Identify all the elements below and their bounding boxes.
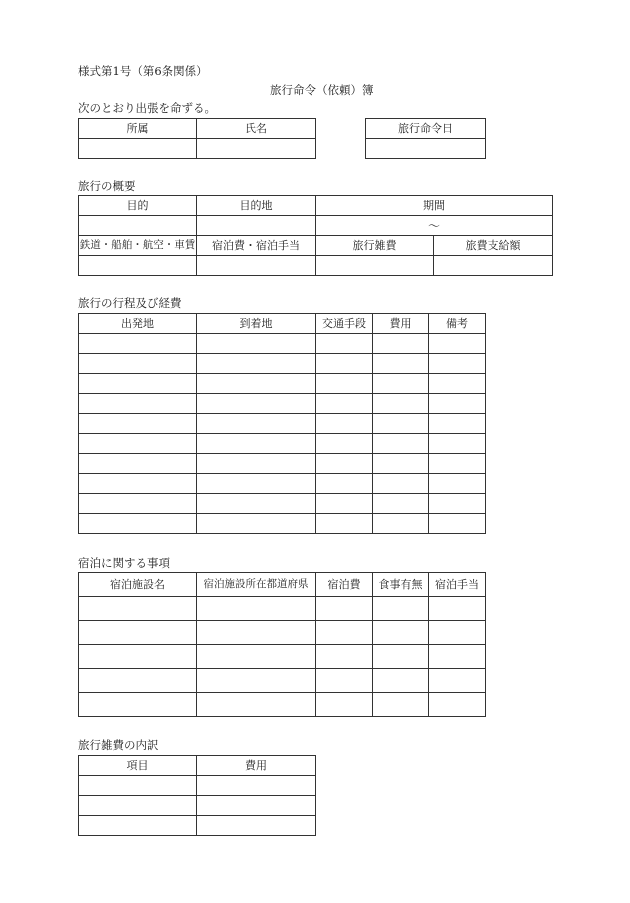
document-title: 旅行命令（依頼）簿 (270, 83, 374, 97)
lodging-cell[interactable] (429, 669, 486, 693)
itinerary-cell[interactable] (373, 454, 429, 474)
lodging-cell[interactable] (373, 597, 429, 621)
itinerary-cell[interactable] (197, 374, 316, 394)
order-table (78, 118, 316, 159)
itinerary-cell[interactable] (429, 454, 486, 474)
itinerary-cell[interactable] (429, 474, 486, 494)
itinerary-row (79, 454, 486, 474)
header-arrival: 到着地 (197, 314, 316, 334)
header-affiliation: 所属 (79, 119, 197, 139)
lodging-cell[interactable] (197, 693, 316, 717)
header-misc-expenses: 旅行雑費 (316, 236, 434, 256)
itinerary-cell[interactable] (429, 494, 486, 514)
itinerary-cell[interactable] (316, 434, 373, 454)
lodging-cell[interactable] (429, 693, 486, 717)
lodging-fee-field[interactable] (197, 256, 316, 276)
lodging-cell[interactable] (316, 597, 373, 621)
lodging-row (79, 621, 486, 645)
order-date-table (365, 118, 486, 159)
itinerary-cell[interactable] (373, 414, 429, 434)
itinerary-row (79, 494, 486, 514)
lodging-cell[interactable] (197, 597, 316, 621)
total-amount-field[interactable] (434, 256, 553, 276)
header-total-amount: 旅費支給額 (434, 236, 553, 256)
lodging-cell[interactable] (373, 621, 429, 645)
misc-expenses-cell[interactable] (197, 796, 316, 816)
itinerary-cell[interactable] (197, 334, 316, 354)
itinerary-cell[interactable] (373, 334, 429, 354)
misc-expenses-cell[interactable] (79, 796, 197, 816)
header-lodging-allowance: 宿泊手当 (429, 573, 486, 597)
itinerary-cell[interactable] (373, 514, 429, 534)
itinerary-cell[interactable] (373, 434, 429, 454)
itinerary-cell[interactable] (373, 374, 429, 394)
lodging-cell[interactable] (373, 693, 429, 717)
intro-text: 次のとおり出張を命ずる。 (78, 101, 216, 115)
itinerary-cell[interactable] (197, 474, 316, 494)
header-destination: 目的地 (197, 196, 316, 216)
lodging-cell[interactable] (316, 693, 373, 717)
itinerary-cell[interactable] (429, 334, 486, 354)
itinerary-cell[interactable] (429, 374, 486, 394)
itinerary-cell[interactable] (197, 354, 316, 374)
itinerary-cell[interactable] (197, 394, 316, 414)
lodging-cell[interactable] (316, 621, 373, 645)
header-transport-fare: 鉄道・船舶・航空・車賃 (79, 236, 197, 256)
lodging-cell[interactable] (316, 669, 373, 693)
itinerary-cell[interactable] (79, 334, 197, 354)
misc-expenses-cell[interactable] (79, 776, 197, 796)
header-item: 項目 (79, 756, 197, 776)
misc-expenses-heading: 旅行雑費の内訳 (78, 738, 159, 752)
itinerary-cell[interactable] (429, 414, 486, 434)
itinerary-cell[interactable] (79, 394, 197, 414)
misc-expenses-cell[interactable] (197, 776, 316, 796)
itinerary-cell[interactable] (316, 354, 373, 374)
lodging-row (79, 597, 486, 621)
itinerary-heading: 旅行の行程及び経費 (78, 296, 182, 310)
itinerary-cell[interactable] (316, 334, 373, 354)
lodging-cell[interactable] (79, 645, 197, 669)
itinerary-cell[interactable] (429, 394, 486, 414)
header-facility-name: 宿泊施設名 (79, 573, 197, 597)
itinerary-cell[interactable] (373, 354, 429, 374)
overview-heading: 旅行の概要 (78, 179, 136, 193)
itinerary-cell[interactable] (79, 434, 197, 454)
itinerary-row (79, 334, 486, 354)
header-transport-means: 交通手段 (316, 314, 373, 334)
header-departure: 出発地 (79, 314, 197, 334)
header-facility-prefecture: 宿泊施設所在都道府県 (197, 573, 316, 597)
lodging-cell[interactable] (316, 645, 373, 669)
lodging-cell[interactable] (79, 621, 197, 645)
lodging-cell[interactable] (373, 669, 429, 693)
header-period: 期間 (316, 196, 553, 216)
itinerary-cell[interactable] (316, 474, 373, 494)
itinerary-cell[interactable] (79, 494, 197, 514)
misc-expenses-field[interactable] (316, 256, 434, 276)
header-name: 氏名 (197, 119, 316, 139)
itinerary-cell[interactable] (316, 494, 373, 514)
itinerary-cell[interactable] (316, 414, 373, 434)
order-date-field[interactable] (366, 139, 486, 159)
header-cost: 費用 (373, 314, 429, 334)
lodging-cell[interactable] (79, 693, 197, 717)
misc-expenses-table (78, 755, 316, 836)
misc-expenses-row (79, 776, 316, 796)
lodging-cell[interactable] (197, 669, 316, 693)
itinerary-cell[interactable] (79, 514, 197, 534)
header-expense: 費用 (197, 756, 316, 776)
itinerary-row (79, 354, 486, 374)
lodging-cell[interactable] (79, 597, 197, 621)
period-field[interactable]: ～ (316, 216, 553, 236)
header-lodging-fee: 宿泊費・宿泊手当 (197, 236, 316, 256)
lodging-cell[interactable] (373, 645, 429, 669)
itinerary-cell[interactable] (373, 494, 429, 514)
lodging-row (79, 693, 486, 717)
itinerary-cell[interactable] (429, 514, 486, 534)
header-remarks: 備考 (429, 314, 486, 334)
itinerary-cell[interactable] (429, 354, 486, 374)
destination-field[interactable] (197, 216, 316, 236)
form-number: 様式第1号（第6条関係） (78, 64, 208, 78)
itinerary-cell[interactable] (79, 354, 197, 374)
lodging-cell[interactable] (197, 621, 316, 645)
itinerary-row (79, 474, 486, 494)
overview-table (78, 195, 553, 276)
lodging-row (79, 645, 486, 669)
itinerary-row (79, 394, 486, 414)
itinerary-cell[interactable] (197, 434, 316, 454)
name-field[interactable] (197, 139, 316, 159)
header-meals: 食事有無 (373, 573, 429, 597)
lodging-cell[interactable] (79, 669, 197, 693)
lodging-cell[interactable] (429, 621, 486, 645)
itinerary-row (79, 414, 486, 434)
itinerary-cell[interactable] (316, 514, 373, 534)
purpose-field[interactable] (79, 216, 197, 236)
itinerary-cell[interactable] (373, 474, 429, 494)
lodging-table (78, 572, 486, 717)
misc-expenses-row (79, 816, 316, 836)
header-order-date: 旅行命令日 (366, 119, 486, 139)
itinerary-table (78, 313, 486, 534)
itinerary-cell[interactable] (197, 414, 316, 434)
lodging-heading: 宿泊に関する事項 (78, 556, 170, 570)
itinerary-cell[interactable] (429, 434, 486, 454)
itinerary-cell[interactable] (197, 494, 316, 514)
lodging-cell[interactable] (429, 597, 486, 621)
misc-expenses-cell[interactable] (79, 816, 197, 836)
misc-expenses-cell[interactable] (197, 816, 316, 836)
affiliation-field[interactable] (79, 139, 197, 159)
itinerary-row (79, 514, 486, 534)
header-lodging-cost: 宿泊費 (316, 573, 373, 597)
itinerary-cell[interactable] (79, 374, 197, 394)
itinerary-cell[interactable] (79, 474, 197, 494)
itinerary-cell[interactable] (197, 514, 316, 534)
misc-expenses-row (79, 796, 316, 816)
itinerary-cell[interactable] (373, 394, 429, 414)
itinerary-row (79, 434, 486, 454)
itinerary-cell[interactable] (316, 454, 373, 474)
itinerary-cell[interactable] (79, 414, 197, 434)
transport-fare-field[interactable] (79, 256, 197, 276)
itinerary-row (79, 374, 486, 394)
lodging-cell[interactable] (429, 645, 486, 669)
itinerary-cell[interactable] (79, 454, 197, 474)
header-purpose: 目的 (79, 196, 197, 216)
lodging-cell[interactable] (197, 645, 316, 669)
itinerary-cell[interactable] (316, 374, 373, 394)
itinerary-cell[interactable] (197, 454, 316, 474)
lodging-row (79, 669, 486, 693)
itinerary-cell[interactable] (316, 394, 373, 414)
